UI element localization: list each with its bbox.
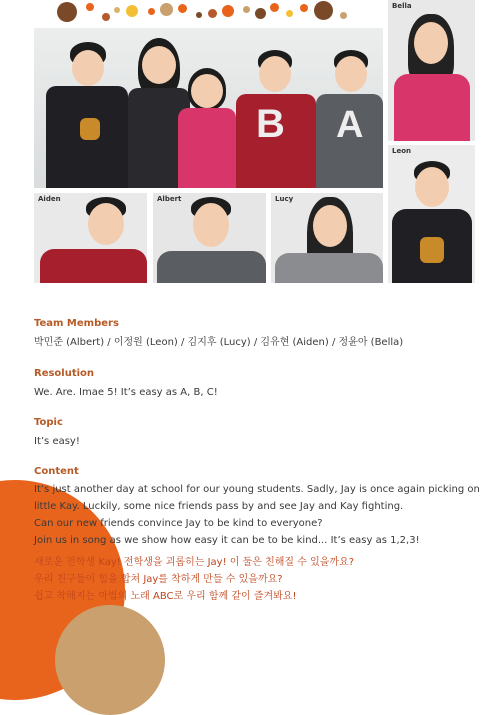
bella-photo (388, 0, 475, 141)
dot (102, 13, 110, 21)
dot (86, 3, 94, 11)
content-line: It’s just another day at school for our young students. Sadly, Jay is once again picking on (34, 484, 480, 495)
decorative-tan-circle (55, 605, 165, 715)
photo-label-bella: Bella (392, 2, 412, 10)
resolution-heading: Resolution (34, 368, 95, 379)
content-section (34, 465, 480, 605)
team-members-heading: Team Members (34, 318, 119, 329)
dot (286, 10, 293, 17)
photo-label-aiden: Aiden (38, 195, 61, 203)
korean-content-line: 우리 친구들이 힘을 합쳐 Jay를 착하게 만들 수 있을까요? (34, 574, 283, 585)
dot (196, 12, 202, 18)
photo-label-lucy: Lucy (275, 195, 294, 203)
dot (314, 1, 333, 20)
child-figure (314, 50, 383, 188)
photo-label-leon: Leon (392, 147, 412, 155)
albert-photo (153, 193, 266, 283)
leon-photo (388, 145, 475, 283)
dot (300, 4, 308, 12)
dot (57, 2, 77, 22)
korean-content-line: 쉽고 착해지는 마법의 노래 ABC로 우리 함께 같이 즐겨봐요! (34, 591, 297, 602)
dot (255, 8, 266, 19)
child-figure (232, 50, 316, 188)
topic-heading: Topic (34, 417, 63, 428)
dot (340, 12, 347, 19)
dot (208, 9, 217, 18)
dot (243, 6, 250, 13)
korean-content-line: 새로운 전학생 Kay! 전학생을 괴롭히는 Jay! 이 둘은 친해질 수 있을까요? (34, 557, 355, 568)
group-photo (34, 28, 383, 188)
content-line: Join us in song as we show how easy it can be to be kind... It’s easy as 1,2,3! (34, 535, 420, 546)
dot (270, 3, 279, 12)
dot (160, 3, 173, 16)
child-figure (176, 68, 238, 188)
photo-label-albert: Albert (157, 195, 182, 203)
dot (114, 7, 120, 13)
team-members-section (34, 317, 403, 351)
topic-section (34, 416, 80, 450)
resolution-text: We. Are. Imae 5! It’s easy as A, B, C! (34, 387, 218, 398)
dot (222, 5, 234, 17)
dot (148, 8, 155, 15)
shirt-letter-a: A (336, 104, 364, 146)
aiden-photo (34, 193, 147, 283)
team-members-text: 박민준 (Albert) / 이정원 (Leon) / 김지후 (Lucy) / 김유현 (Aiden) / 정윤아 (Bella) (34, 337, 404, 348)
content-line: Can our new friends convince Jay to be kind to everyone? (34, 518, 323, 529)
topic-text: It’s easy! (34, 436, 80, 447)
dot (178, 4, 187, 13)
content-line: little Kay. Luckily, some nice friends pass by and see Jay and Kay fighting. (34, 501, 404, 512)
content-heading: Content (34, 466, 79, 477)
lucy-photo (271, 193, 383, 283)
dot (126, 5, 138, 17)
resolution-section (34, 367, 218, 401)
child-figure (42, 42, 128, 188)
shirt-letter-b: B (256, 102, 285, 146)
